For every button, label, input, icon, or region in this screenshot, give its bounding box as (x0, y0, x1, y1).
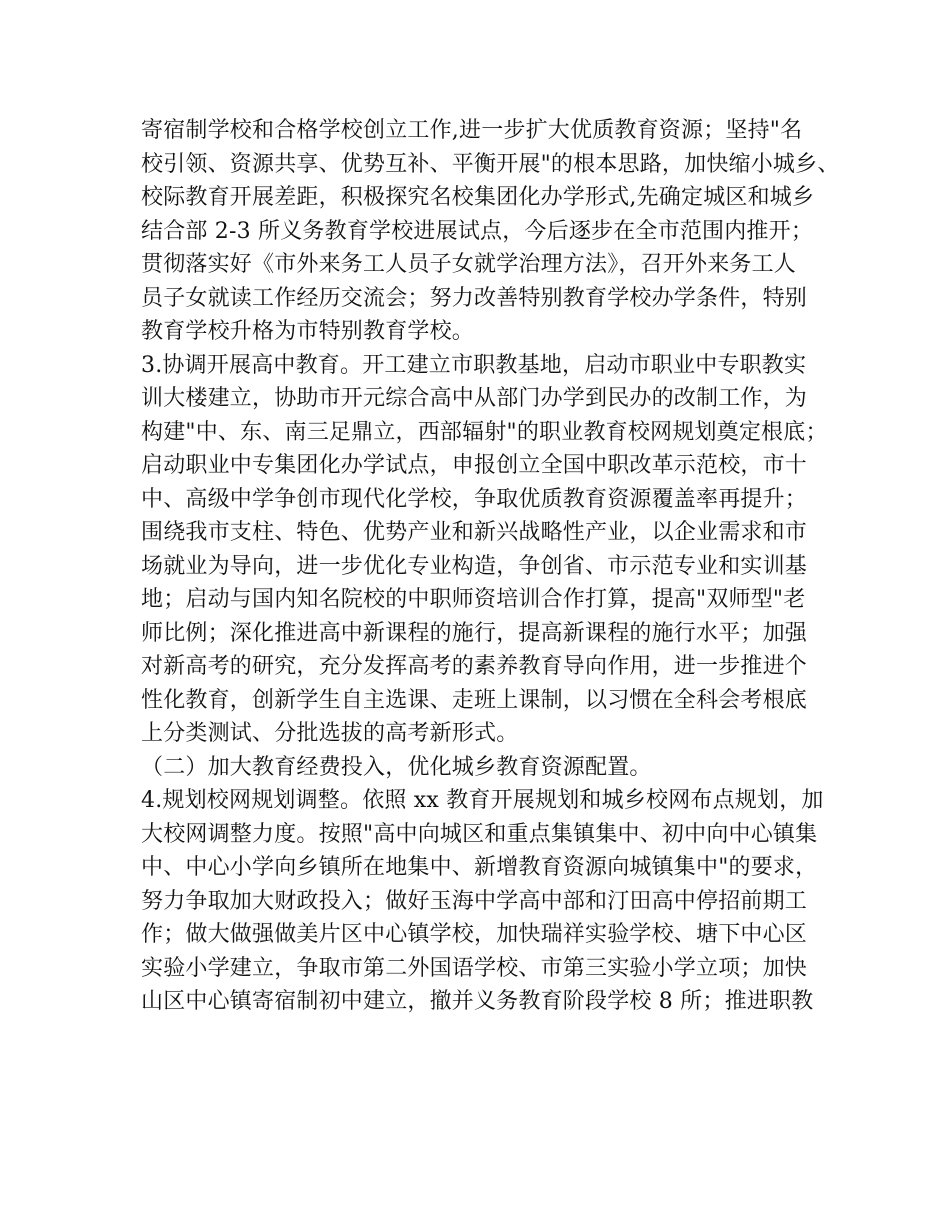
section-heading-4: 4.规划校网规划调整。依照 xx 教育开展规划和城乡校网布点规划，加 (141, 788, 824, 813)
text-line: 作；做大做强做美片区中心镇学校，加快瑞祥实验学校、塘下中心区 (141, 922, 808, 947)
text-line: 中、中心小学向乡镇所在地集中、新增教育资源向城镇集中"的要求， (141, 855, 818, 880)
text-line: 结合部 2-3 所义务教育学校进展试点，今后逐步在全市范围内推开； (141, 218, 814, 244)
text-line: 贯彻落实好《市外来务工人员子女就学治理方法》，召开外来务工人 (141, 252, 797, 277)
text-line: 员子女就读工作经历交流会；努力改善特别教育学校办学条件，特别 (141, 285, 808, 311)
body-text (141, 114, 841, 1019)
text-line: 性化教育，创新学生自主选课、走班上课制，以习惯在全科会考根底 (141, 687, 808, 713)
text-line: 中、高级中学争创市现代化学校，争取优质教育资源覆盖率再提升； (141, 486, 808, 512)
text-line: 围绕我市支柱、特色、优势产业和新兴战略性产业，以企业需求和市 (141, 520, 808, 545)
text-line: 训大楼建立，协助市开元综合高中从部门办学到民办的改制工作，为 (141, 386, 808, 411)
text-line: 实验小学建立，争取市第二外国语学校、市第三实验小学立项；加快 (141, 955, 808, 981)
section-heading-3: 3.协调开展高中教育。开工建立市职教基地，启动市职业中专职教实 (141, 352, 807, 378)
text-line: 山区中心镇寄宿制初中建立，撤并义务教育阶段学校 8 所；推进职教 (141, 989, 814, 1014)
text-line: 场就业为导向，进一步优化专业构造，争创省、市示范专业和实训基 (141, 553, 808, 579)
text-line: 对新高考的研究，充分发挥高考的素养教育导向作用，进一步推进个 (141, 654, 808, 679)
subsection-heading-2: （二）加大教育经费投入，优化城乡教育资源配置。 (141, 754, 652, 780)
text-line: 师比例；深化推进高中新课程的施行，提高新课程的施行水平；加强 (141, 620, 808, 646)
text-line: 校际教育开展差距，积极探究名校集团化办学形式,先确定城区和城乡 (141, 185, 815, 210)
text-line: 地；启动与国内知名院校的中职师资培训合作打算，提高"双师型"老 (141, 587, 806, 612)
text-line: 启动职业中专集团化办学试点，申报创立全国中职改革示范校，市十 (141, 453, 808, 478)
text-line: 教育学校升格为市特别教育学校。 (141, 319, 475, 344)
text-line: 上分类测试、分批选拔的高考新形式。 (141, 721, 519, 746)
text-line: 寄宿制学校和合格学校创立工作,进一步扩大优质教育资源；坚持"名 (141, 118, 803, 143)
text-line: 大校网调整力度。按照"高中向城区和重点集镇集中、初中向中心镇集 (141, 821, 818, 847)
text-line: 努力争取加大财政投入；做好玉海中学高中部和汀田高中停招前期工 (141, 888, 808, 914)
text-line: 校引领、资源共享、优势互补、平衡开展"的根本思路，加快缩小城乡、 (141, 151, 840, 177)
text-line: 构建"中、东、南三足鼎立，西部辐射"的职业教育校网规划奠定根底； (141, 419, 828, 445)
